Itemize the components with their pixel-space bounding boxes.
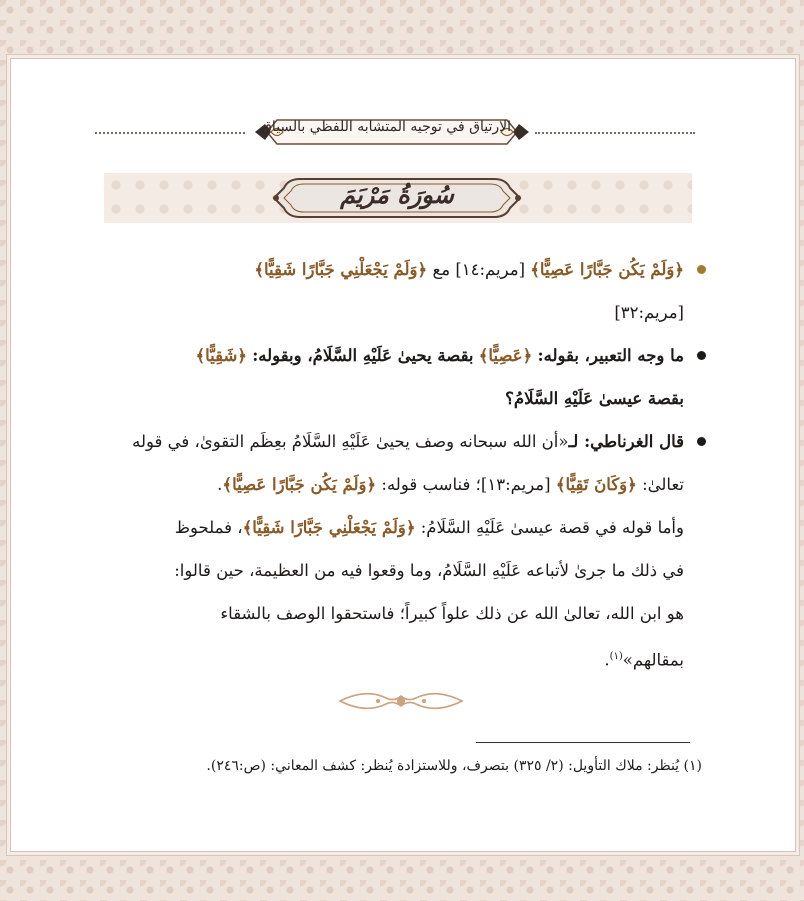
quote-text: «أن الله سبحانه وصف يحيىٰ عَلَيْهِ السَّلَامُ بعِظَم التقوىٰ، في قوله (132, 432, 569, 451)
running-title: الارتياق في توجيه المتشابه اللفظي بالسياق (261, 119, 511, 135)
quote-text: هو ابن الله، تعالىٰ الله عن ذلك علواً كبيراً؛ فاستحقوا الوصف بالشقاء (220, 604, 684, 623)
bullet-icon (697, 265, 706, 274)
header-dotted-rule-right (535, 132, 695, 134)
footnote-separator (476, 742, 690, 743)
header-dotted-rule-left (95, 132, 245, 134)
paragraph-1 (108, 248, 702, 334)
quran-verse: ﴿وَلَمْ يَكُن جَبَّارًا عَصِيًّا﴾ (222, 475, 377, 494)
main-text (108, 248, 702, 682)
section-end-ornament-icon (336, 684, 466, 718)
quran-word: ﴿عَصِيًّا﴾ (478, 346, 533, 365)
quote-text: [مريم:١٣]؛ فناسب قوله: (381, 475, 551, 494)
connector-text: مع (432, 260, 451, 279)
quote-attribution: قال الغرناطي: لـ (568, 432, 684, 451)
quote-text: بمقالهم» (622, 650, 684, 670)
quote-text: ، فملحوظ (174, 518, 243, 537)
footnote-reference[interactable]: (١) (609, 651, 623, 662)
quran-verse: ﴿وَلَمْ يَجْعَلْنِي جَبَّارًا شَقِيًّا﴾ (242, 518, 416, 537)
quote-text: تعالىٰ: (642, 475, 684, 494)
running-header (95, 114, 695, 150)
quote-text: . (217, 475, 223, 494)
quran-verse: ﴿وَلَمْ يَجْعَلْنِي جَبَّارًا شَقِيًّا﴾ (254, 260, 428, 279)
quote-text: . (604, 650, 610, 670)
question-text: بقصة يحيىٰ عَلَيْهِ السَّلَامُ، وبقوله: (252, 346, 474, 365)
footnote: (١) يُنظر: ملاك التأويل: (٢/ ٣٢٥) بتصرف، وللاستزادة يُنظر: كشف المعاني: (ص:٢٤٦). (206, 758, 702, 774)
surah-title: سُورَةُ مَرْيَمَ (340, 180, 454, 209)
bullet-icon (697, 437, 706, 446)
quran-verse: ﴿وَلَمْ يَكُن جَبَّارًا عَصِيًّا﴾ (530, 260, 684, 279)
quote-text: في ذلك ما جرىٰ لأتباعه عَلَيْهِ السَّلَامُ، وما وقعوا فيه من العظيمة، حين قالوا: (174, 561, 684, 580)
question-lead: ما وجه التعبير، بقوله: (537, 346, 684, 365)
question-tail: بقصة عيسىٰ عَلَيْهِ السَّلَامُ؟ (505, 389, 684, 408)
paragraph-3 (108, 420, 702, 682)
verse-reference: [مريم:٣٢] (614, 303, 684, 322)
quran-verse: ﴿وَكَانَ تَقِيًّا﴾ (555, 475, 637, 494)
paragraph-2 (108, 334, 702, 420)
bullet-icon (697, 351, 706, 360)
quote-text: وأما قوله في قصة عيسىٰ عَلَيْهِ السَّلَامُ: (420, 518, 684, 537)
verse-reference: [مريم:١٤] (455, 260, 526, 279)
header-badge (253, 117, 531, 147)
quran-word: ﴿شَقِيًّا﴾ (195, 346, 247, 365)
